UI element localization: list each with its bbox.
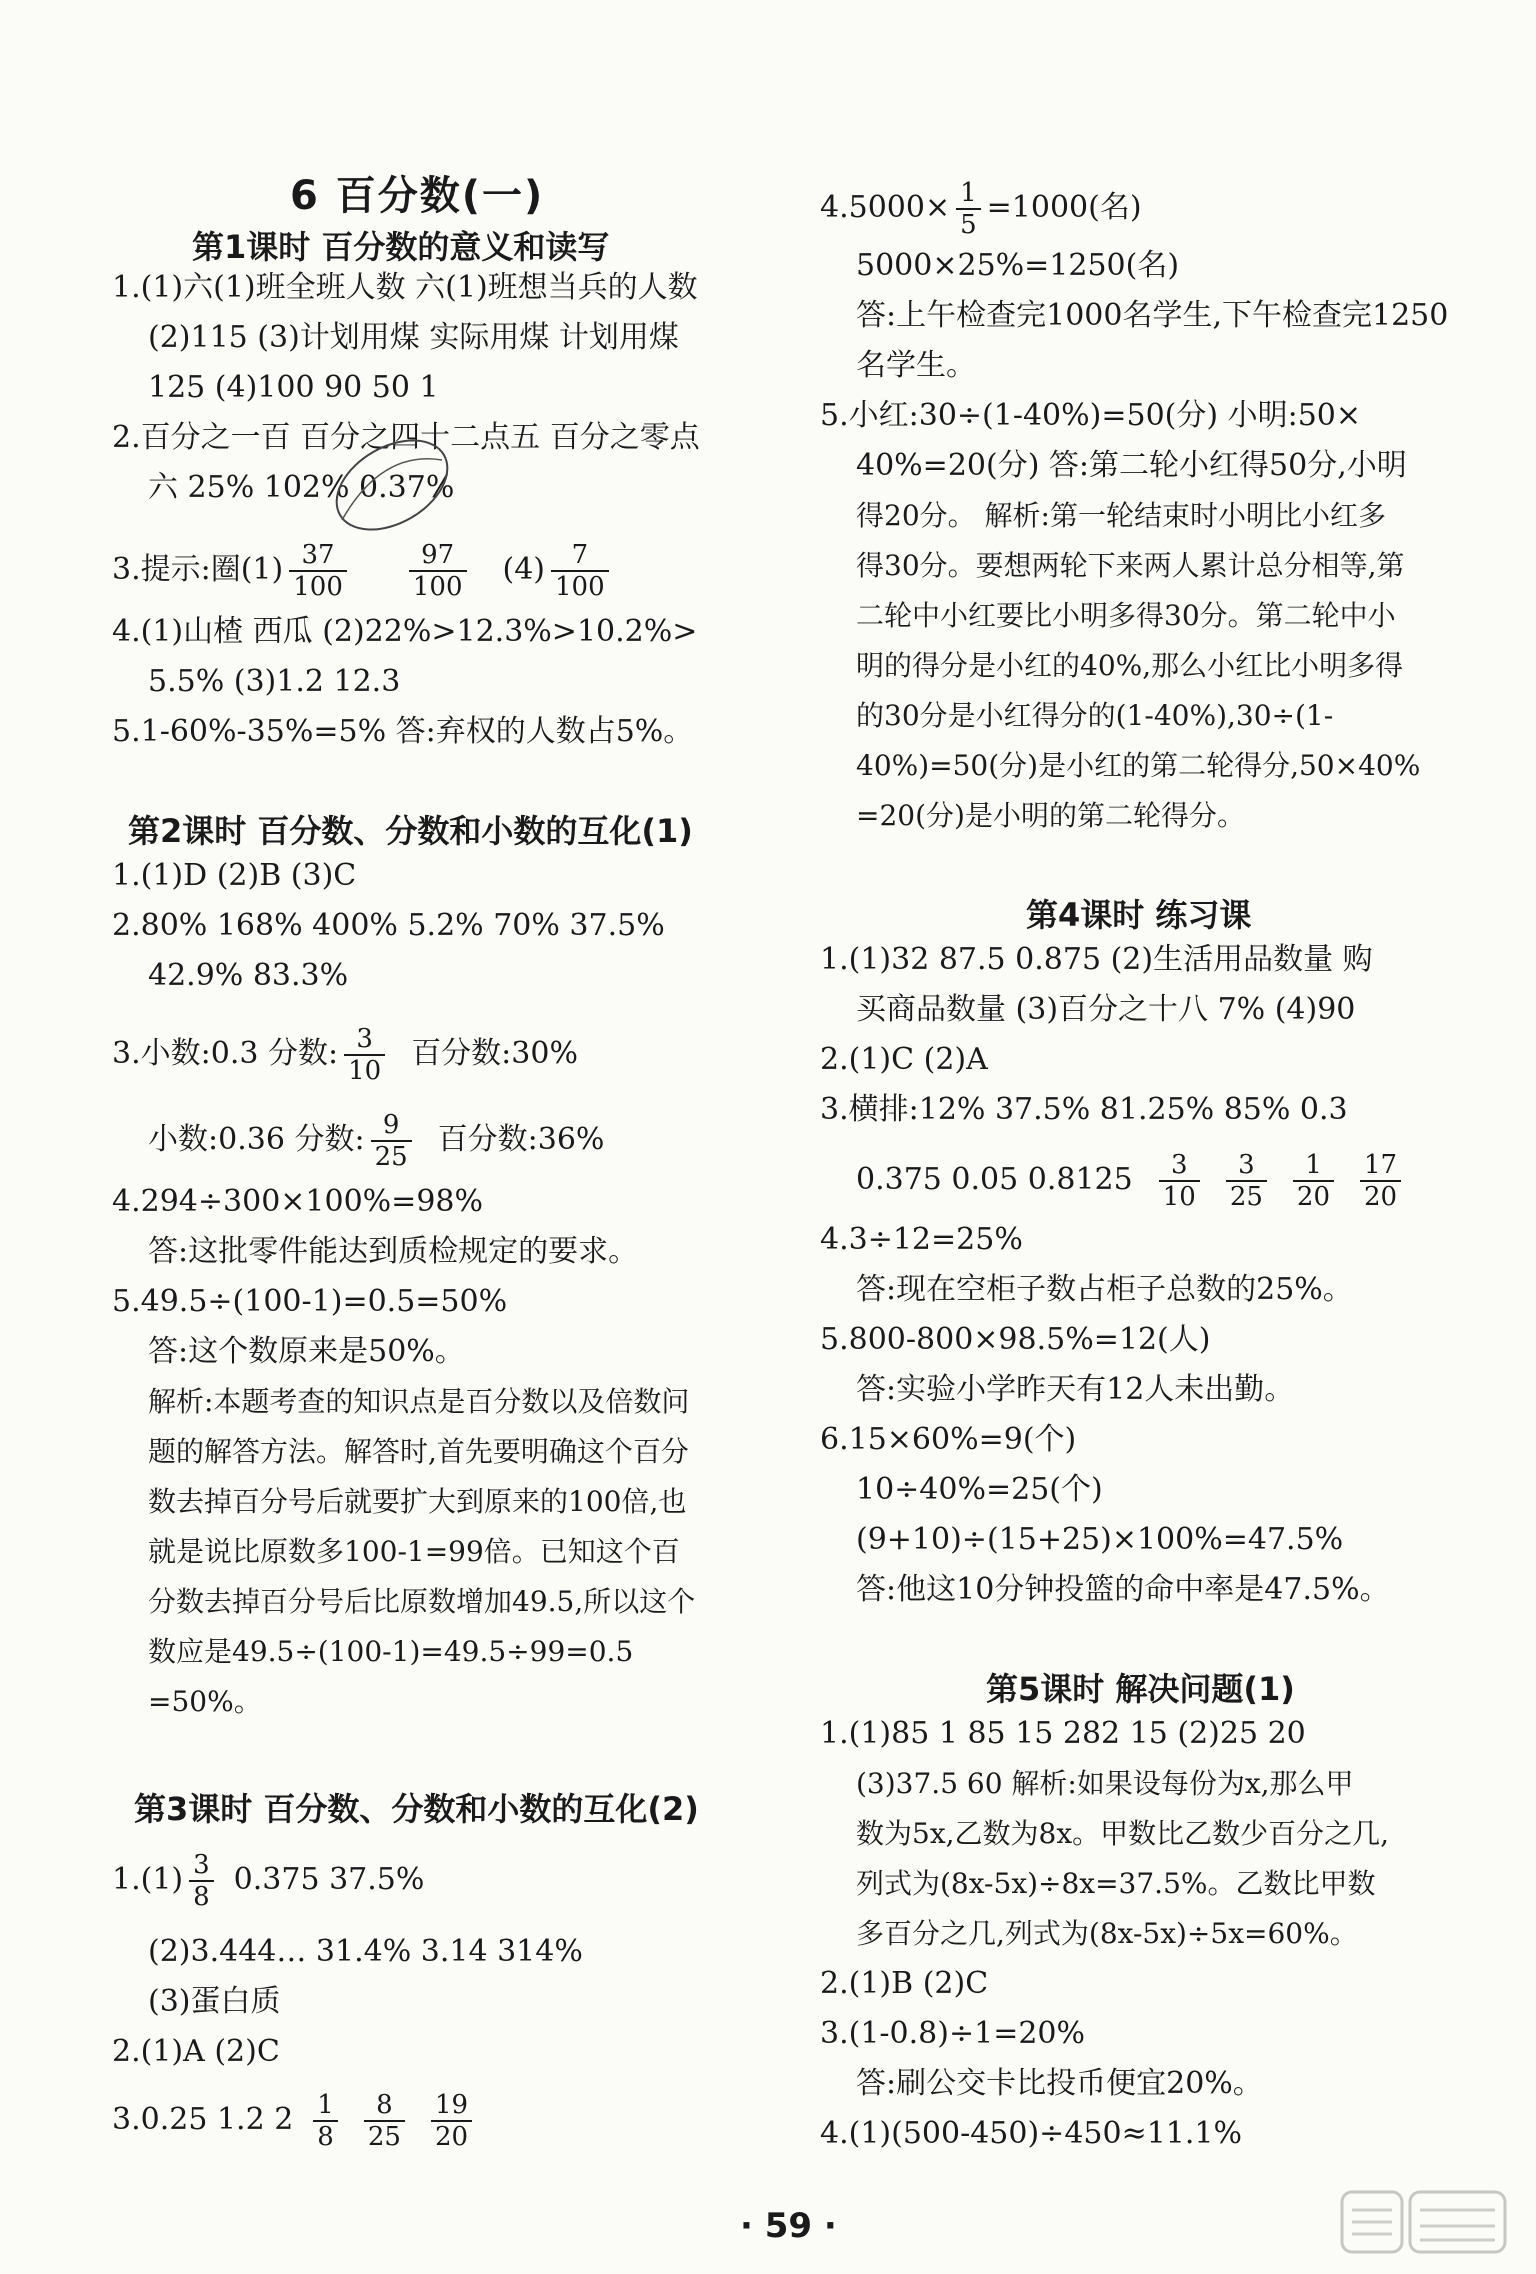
r-line-13: =20(分)是小明的第二轮得分。 bbox=[856, 799, 1245, 832]
l2-line-2: 2.80% 168% 400% 5.2% 70% 37.5% bbox=[112, 908, 665, 943]
fraction bbox=[956, 178, 981, 240]
l1-q3-label-4: (4) bbox=[502, 552, 546, 587]
r-q4-a: 4.5000× bbox=[820, 190, 951, 225]
denominator: 20 bbox=[1364, 1182, 1398, 1212]
r-line-6: 40%=20(分) 答:第二轮小红得50分,小明 bbox=[856, 448, 1407, 483]
l2-line-6: 4.294÷300×100%=98% bbox=[112, 1184, 484, 1219]
numerator: 17 bbox=[1360, 1150, 1401, 1182]
r-line-8: 得30分。要想两轮下来两人累计总分相等,第 bbox=[856, 549, 1405, 582]
r4-line-7: 答:现在空柜子数占柜子总数的25%。 bbox=[856, 1272, 1353, 1307]
l1-line-6 bbox=[112, 540, 615, 602]
numerator: 1 bbox=[313, 2090, 338, 2122]
r5-line-9: 4.(1)(500-450)÷450≈11.1% bbox=[820, 2116, 1243, 2151]
r4-line-11: 10÷40%=25(个) bbox=[856, 1472, 1103, 1507]
l2-line-1: 1.(1)D (2)B (3)C bbox=[112, 858, 357, 893]
l1-line-8: 5.5% (3)1.2 12.3 bbox=[148, 664, 401, 699]
l2-line-11: 题的解答方法。解答时,首先要明确这个百分 bbox=[148, 1435, 689, 1468]
denominator: 10 bbox=[1162, 1182, 1196, 1212]
r4-line-13: 答:他这10分钟投篮的命中率是47.5%。 bbox=[856, 1572, 1390, 1607]
numerator: 3 bbox=[189, 1850, 214, 1882]
watermark-logo bbox=[1340, 2190, 1510, 2260]
denominator: 20 bbox=[434, 2122, 469, 2152]
denominator: 20 bbox=[1296, 1182, 1331, 1212]
lesson3-heading: 第3课时 百分数、分数和小数的互化(2) bbox=[134, 1790, 699, 1828]
r-q4-b: =1000(名) bbox=[986, 190, 1142, 225]
fraction bbox=[1360, 1150, 1401, 1212]
l3-line-5 bbox=[112, 2090, 478, 2152]
l1-line-1: 1.(1)六(1)班全班人数 六(1)班想当兵的人数 bbox=[112, 270, 698, 305]
denominator: 25 bbox=[1229, 1182, 1263, 1212]
fraction bbox=[189, 1850, 214, 1912]
l1-line-9: 5.1-60%-35%=5% 答:弃权的人数占5%。 bbox=[112, 714, 694, 749]
denominator: 100 bbox=[293, 572, 343, 602]
denominator: 8 bbox=[317, 2122, 334, 2152]
l2-line-8: 5.49.5÷(100-1)=0.5=50% bbox=[112, 1284, 508, 1319]
denominator: 100 bbox=[555, 572, 605, 602]
l2-line-14: 分数去掉百分号后比原数增加49.5,所以这个 bbox=[148, 1585, 696, 1618]
fraction bbox=[1159, 1150, 1200, 1212]
numerator: 7 bbox=[551, 540, 609, 572]
numerator: 3 bbox=[1226, 1150, 1267, 1182]
fraction bbox=[313, 2090, 338, 2152]
r4-line-1: 1.(1)32 87.5 0.875 (2)生活用品数量 购 bbox=[820, 942, 1373, 977]
r-line-9: 二轮中小红要比小明多得30分。第二轮中小 bbox=[856, 599, 1396, 632]
l2-line-4 bbox=[112, 1024, 578, 1086]
l1-line-7: 4.(1)山楂 西瓜 (2)22%>12.3%>10.2%> bbox=[112, 614, 698, 649]
chapter-title: 6 百分数(一) bbox=[290, 173, 545, 219]
l2-line-16: =50%。 bbox=[148, 1685, 262, 1718]
r-line-12: 40%)=50(分)是小红的第二轮得分,50×40% bbox=[856, 749, 1421, 782]
numerator: 37 bbox=[289, 540, 347, 572]
fraction bbox=[364, 2090, 405, 2152]
lesson1-heading: 第1课时 百分数的意义和读写 bbox=[192, 228, 610, 266]
l3-q1-rest: 0.375 37.5% bbox=[233, 1862, 425, 1897]
fraction bbox=[431, 2090, 472, 2152]
r-line-5: 5.小红:30÷(1-40%)=50(分) 小明:50× bbox=[820, 398, 1362, 433]
r4-line-8: 5.800-800×98.5%=12(人) bbox=[820, 1322, 1211, 1357]
r-line-4: 名学生。 bbox=[856, 348, 976, 383]
r-line-7: 得20分。 解析:第一轮结束时小明比小红多 bbox=[856, 499, 1386, 532]
l3-line-2: (2)3.444… 31.4% 3.14 314% bbox=[148, 1934, 583, 1969]
r5-line-1: 1.(1)85 1 85 15 282 15 (2)25 20 bbox=[820, 1716, 1306, 1751]
numerator: 1 bbox=[956, 178, 981, 210]
l2-line-15: 数应是49.5÷(100-1)=49.5÷99=0.5 bbox=[148, 1635, 634, 1668]
r4-line-12: (9+10)÷(15+25)×100%=47.5% bbox=[856, 1522, 1344, 1557]
numerator: 3 bbox=[1159, 1150, 1200, 1182]
l2-line-7: 答:这批零件能达到质检规定的要求。 bbox=[148, 1234, 639, 1269]
l1-line-5: 六 25% 102% 0.37% bbox=[148, 470, 455, 505]
r5-line-7: 3.(1-0.8)÷1=20% bbox=[820, 2016, 1086, 2051]
page-number: · 59 · bbox=[740, 2206, 837, 2246]
l2-q3-a: 3.小数:0.3 分数: bbox=[112, 1036, 339, 1071]
fraction bbox=[409, 540, 467, 602]
r4-line-9: 答:实验小学昨天有12人未出勤。 bbox=[856, 1372, 1295, 1407]
r4-line-3: 2.(1)C (2)A bbox=[820, 1042, 988, 1077]
r4-line-10: 6.15×60%=9(个) bbox=[820, 1422, 1077, 1457]
denominator: 25 bbox=[367, 2122, 401, 2152]
l2-q3-d: 百分数:36% bbox=[437, 1122, 605, 1157]
r4-line-4: 3.横排:12% 37.5% 81.25% 85% 0.3 bbox=[820, 1092, 1348, 1127]
r5-line-5: 多百分之几,列式为(8x-5x)÷5x=60%。 bbox=[856, 1917, 1358, 1950]
r4-q3-b: 0.375 0.05 0.8125 bbox=[856, 1162, 1133, 1197]
denominator: 100 bbox=[412, 572, 463, 602]
numerator: 1 bbox=[1293, 1150, 1334, 1182]
pencil-scribble bbox=[322, 430, 472, 540]
r5-line-4: 列式为(8x-5x)÷8x=37.5%。乙数比甲数 bbox=[856, 1867, 1376, 1900]
l2-line-5 bbox=[148, 1110, 604, 1172]
l2-q3-c: 小数:0.36 分数: bbox=[148, 1122, 365, 1157]
fraction bbox=[551, 540, 609, 602]
numerator: 9 bbox=[371, 1110, 412, 1142]
r4-line-5 bbox=[856, 1150, 1407, 1212]
numerator: 97 bbox=[409, 540, 467, 572]
l2-q3-b: 百分数:30% bbox=[411, 1036, 578, 1071]
l3-line-1 bbox=[112, 1850, 424, 1912]
r-line-1 bbox=[820, 178, 1142, 240]
numerator: 19 bbox=[431, 2090, 472, 2122]
l1-line-3: 125 (4)100 90 50 1 bbox=[148, 370, 439, 405]
denominator: 5 bbox=[960, 210, 977, 240]
denominator: 10 bbox=[348, 1056, 382, 1086]
l2-line-9: 答:这个数原来是50%。 bbox=[148, 1334, 465, 1369]
l3-line-4: 2.(1)A (2)C bbox=[112, 2034, 280, 2069]
r-line-11: 的30分是小红得分的(1-40%),30÷(1- bbox=[856, 699, 1334, 732]
fraction bbox=[1293, 1150, 1334, 1212]
r4-line-6: 4.3÷12=25% bbox=[820, 1222, 1023, 1257]
l3-q1-label: 1.(1) bbox=[112, 1862, 184, 1897]
l1-line-2: (2)115 (3)计划用煤 实际用煤 计划用煤 bbox=[148, 320, 679, 355]
fraction bbox=[1226, 1150, 1267, 1212]
fraction bbox=[289, 540, 347, 602]
l2-line-13: 就是说比原数多100-1=99倍。已知这个百 bbox=[148, 1535, 680, 1568]
l2-line-12: 数去掉百分号后就要扩大到原来的100倍,也 bbox=[148, 1485, 687, 1518]
l2-line-10: 解析:本题考查的知识点是百分数以及倍数问 bbox=[148, 1385, 690, 1418]
l3-q3-label: 3.0.25 1.2 2 bbox=[112, 2102, 294, 2137]
denominator: 25 bbox=[374, 1142, 408, 1172]
denominator: 8 bbox=[193, 1882, 210, 1912]
r5-line-3: 数为5x,乙数为8x。甲数比乙数少百分之几, bbox=[856, 1817, 1390, 1850]
lesson5-heading: 第5课时 解决问题(1) bbox=[986, 1670, 1295, 1708]
numerator: 3 bbox=[344, 1024, 385, 1056]
r-line-2: 5000×25%=1250(名) bbox=[856, 248, 1180, 283]
fraction bbox=[344, 1024, 385, 1086]
l3-line-3: (3)蛋白质 bbox=[148, 1984, 281, 2019]
lesson2-heading: 第2课时 百分数、分数和小数的互化(1) bbox=[128, 812, 693, 850]
fraction bbox=[371, 1110, 412, 1172]
r4-line-2: 买商品数量 (3)百分之十八 7% (4)90 bbox=[856, 992, 1356, 1027]
r5-line-8: 答:刷公交卡比投币便宜20%。 bbox=[856, 2066, 1263, 2101]
r5-line-2: (3)37.5 60 解析:如果设每份为x,那么甲 bbox=[856, 1767, 1354, 1800]
r5-line-6: 2.(1)B (2)C bbox=[820, 1966, 989, 2001]
l1-line-4: 2.百分之一百 百分之四十二点五 百分之零点 bbox=[112, 420, 700, 455]
l2-line-3: 42.9% 83.3% bbox=[148, 958, 349, 993]
r-line-3: 答:上午检查完1000名学生,下午检查完1250 bbox=[856, 298, 1449, 333]
lesson4-heading: 第4课时 练习课 bbox=[1026, 896, 1252, 934]
l1-q3-label: 3.提示:圈(1) bbox=[112, 552, 284, 587]
r-line-10: 明的得分是小红的40%,那么小红比小明多得 bbox=[856, 649, 1404, 682]
numerator: 8 bbox=[364, 2090, 405, 2122]
